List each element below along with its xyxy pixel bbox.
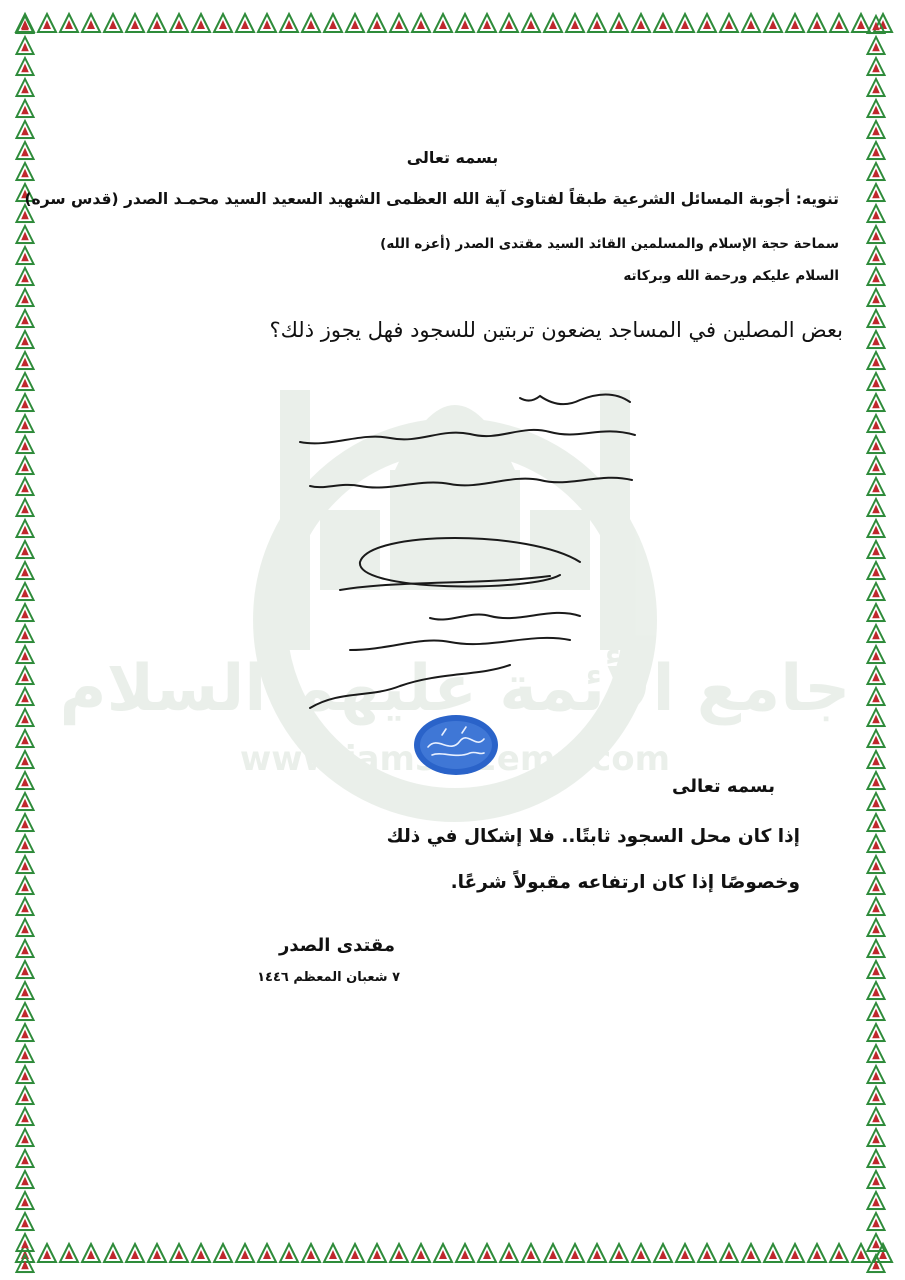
border-ornament-icon	[14, 749, 36, 770]
border-ornament-icon	[80, 1242, 102, 1264]
border-ornament-icon	[14, 455, 36, 476]
border-ornament-icon	[14, 308, 36, 329]
border-ornament-icon	[14, 35, 36, 56]
border-ornament-icon	[168, 12, 190, 34]
answer-line-2: وخصوصًا إذا كان ارتفاعه مقبولاً شرعًا.	[450, 872, 800, 893]
border-ornament-icon	[14, 1022, 36, 1043]
border-ornament-icon	[498, 12, 520, 34]
border-ornament-icon	[300, 1242, 322, 1264]
border-ornament-icon	[14, 539, 36, 560]
border-ornament-icon	[300, 12, 322, 34]
border-ornament-icon	[278, 12, 300, 34]
border-ornament-icon	[865, 917, 887, 938]
border-ornament-icon	[14, 812, 36, 833]
border-ornament-icon	[146, 12, 168, 34]
border-ornament-icon	[14, 413, 36, 434]
border-ornament-icon	[865, 938, 887, 959]
border-ornament-icon	[865, 623, 887, 644]
border-ornament-icon	[14, 1085, 36, 1106]
border-ornament-icon	[14, 770, 36, 791]
border-ornament-icon	[58, 12, 80, 34]
border-ornament-icon	[14, 833, 36, 854]
basmala-heading: بسمه تعالى	[406, 148, 499, 167]
border-ornament-icon	[828, 12, 850, 34]
border-ornament-icon	[865, 581, 887, 602]
border-ornament-icon	[498, 1242, 520, 1264]
border-ornament-icon	[14, 371, 36, 392]
greeting-line: السلام عليكم ورحمة الله وبركاته	[623, 268, 839, 284]
border-ornament-icon	[865, 1232, 887, 1253]
border-ornament-icon	[865, 1001, 887, 1022]
border-ornament-icon	[102, 1242, 124, 1264]
border-ornament-icon	[14, 1169, 36, 1190]
border-ornament-icon	[14, 980, 36, 1001]
border-ornament-icon	[14, 1064, 36, 1085]
border-ornament-icon	[784, 12, 806, 34]
border-bottom	[14, 1242, 891, 1268]
border-right	[865, 14, 891, 1266]
border-ornament-icon	[124, 1242, 146, 1264]
border-ornament-icon	[542, 12, 564, 34]
border-ornament-icon	[865, 245, 887, 266]
border-ornament-icon	[454, 1242, 476, 1264]
border-ornament-icon	[674, 12, 696, 34]
border-ornament-icon	[865, 476, 887, 497]
notice-line: تنويه: أجوبة المسائل الشرعية طبقاً لفتاوى آية الله العظمى الشهيد السعيد السيد محمـد الصدر (قدس سره)	[24, 190, 839, 208]
border-ornament-icon	[865, 959, 887, 980]
border-ornament-icon	[14, 476, 36, 497]
border-ornament-icon	[865, 812, 887, 833]
border-ornament-icon	[256, 1242, 278, 1264]
border-ornament-icon	[718, 12, 740, 34]
border-ornament-icon	[14, 77, 36, 98]
border-ornament-icon	[865, 518, 887, 539]
border-ornament-icon	[476, 1242, 498, 1264]
blue-seal-icon	[412, 713, 500, 777]
border-ornament-icon	[14, 329, 36, 350]
border-ornament-icon	[388, 12, 410, 34]
border-ornament-icon	[564, 12, 586, 34]
border-ornament-icon	[762, 12, 784, 34]
border-ornament-icon	[212, 12, 234, 34]
border-ornament-icon	[14, 686, 36, 707]
signature-date: ٧ شعبان المعظم ١٤٤٦	[257, 970, 400, 985]
border-ornament-icon	[806, 1242, 828, 1264]
border-ornament-icon	[14, 623, 36, 644]
border-ornament-icon	[865, 791, 887, 812]
border-ornament-icon	[865, 1043, 887, 1064]
border-ornament-icon	[454, 12, 476, 34]
border-ornament-icon	[124, 12, 146, 34]
border-ornament-icon	[865, 1022, 887, 1043]
border-ornament-icon	[14, 518, 36, 539]
border-ornament-icon	[14, 497, 36, 518]
border-ornament-icon	[608, 12, 630, 34]
border-ornament-icon	[865, 392, 887, 413]
border-ornament-icon	[865, 1211, 887, 1232]
border-ornament-icon	[14, 1148, 36, 1169]
watermark-text: جامع الأئمة عليهم السلام	[59, 652, 851, 726]
signer-name: مقتدى الصدر	[278, 935, 395, 956]
border-ornament-icon	[718, 1242, 740, 1264]
border-ornament-icon	[652, 12, 674, 34]
border-ornament-icon	[865, 707, 887, 728]
border-ornament-icon	[865, 56, 887, 77]
question-text: بعض المصلين في المساجد يضعون تربتين للسجود فهل يجوز ذلك؟	[269, 318, 843, 342]
border-ornament-icon	[14, 665, 36, 686]
border-ornament-icon	[322, 1242, 344, 1264]
border-ornament-icon	[14, 959, 36, 980]
border-ornament-icon	[14, 875, 36, 896]
border-ornament-icon	[828, 1242, 850, 1264]
border-ornament-icon	[344, 1242, 366, 1264]
border-ornament-icon	[14, 287, 36, 308]
border-ornament-icon	[14, 224, 36, 245]
border-ornament-icon	[865, 770, 887, 791]
border-ornament-icon	[865, 371, 887, 392]
border-ornament-icon	[14, 1127, 36, 1148]
border-ornament-icon	[865, 413, 887, 434]
border-ornament-icon	[696, 1242, 718, 1264]
border-ornament-icon	[542, 1242, 564, 1264]
border-ornament-icon	[14, 581, 36, 602]
border-ornament-icon	[865, 203, 887, 224]
border-ornament-icon	[344, 12, 366, 34]
border-ornament-icon	[865, 287, 887, 308]
border-ornament-icon	[784, 1242, 806, 1264]
border-ornament-icon	[80, 12, 102, 34]
border-ornament-icon	[630, 1242, 652, 1264]
border-ornament-icon	[14, 791, 36, 812]
border-ornament-icon	[14, 560, 36, 581]
border-ornament-icon	[14, 119, 36, 140]
border-ornament-icon	[366, 12, 388, 34]
border-ornament-icon	[865, 896, 887, 917]
border-ornament-icon	[674, 1242, 696, 1264]
border-ornament-icon	[14, 1211, 36, 1232]
border-ornament-icon	[865, 434, 887, 455]
border-ornament-icon	[14, 707, 36, 728]
border-ornament-icon	[14, 602, 36, 623]
border-ornament-icon	[14, 434, 36, 455]
border-ornament-icon	[865, 455, 887, 476]
border-ornament-icon	[865, 119, 887, 140]
border-ornament-icon	[58, 1242, 80, 1264]
border-ornament-icon	[806, 12, 828, 34]
border-ornament-icon	[146, 1242, 168, 1264]
border-ornament-icon	[865, 602, 887, 623]
border-ornament-icon	[168, 1242, 190, 1264]
border-ornament-icon	[14, 1253, 36, 1274]
border-ornament-icon	[865, 1127, 887, 1148]
border-ornament-icon	[865, 1148, 887, 1169]
border-ornament-icon	[520, 12, 542, 34]
border-ornament-icon	[740, 12, 762, 34]
border-ornament-icon	[865, 98, 887, 119]
border-ornament-icon	[865, 854, 887, 875]
border-ornament-icon	[102, 12, 124, 34]
border-ornament-icon	[14, 1001, 36, 1022]
border-ornament-icon	[630, 12, 652, 34]
border-ornament-icon	[865, 539, 887, 560]
handwritten-answer	[280, 380, 640, 720]
border-ornament-icon	[865, 224, 887, 245]
border-ornament-icon	[14, 392, 36, 413]
border-ornament-icon	[865, 833, 887, 854]
border-ornament-icon	[14, 917, 36, 938]
border-ornament-icon	[14, 896, 36, 917]
border-ornament-icon	[865, 1190, 887, 1211]
border-ornament-icon	[865, 686, 887, 707]
border-ornament-icon	[762, 1242, 784, 1264]
border-ornament-icon	[476, 12, 498, 34]
border-ornament-icon	[410, 1242, 432, 1264]
border-ornament-icon	[865, 14, 887, 35]
border-top	[14, 12, 891, 38]
answer-line-1: إذا كان محل السجود ثابتًا.. فلا إشكال في ذلك	[386, 826, 800, 847]
border-ornament-icon	[278, 1242, 300, 1264]
border-ornament-icon	[564, 1242, 586, 1264]
border-ornament-icon	[366, 1242, 388, 1264]
border-ornament-icon	[432, 12, 454, 34]
border-ornament-icon	[432, 1242, 454, 1264]
border-ornament-icon	[865, 266, 887, 287]
border-ornament-icon	[14, 56, 36, 77]
border-ornament-icon	[865, 560, 887, 581]
border-ornament-icon	[865, 1064, 887, 1085]
border-ornament-icon	[865, 308, 887, 329]
border-ornament-icon	[256, 12, 278, 34]
border-ornament-icon	[865, 728, 887, 749]
border-ornament-icon	[520, 1242, 542, 1264]
border-ornament-icon	[865, 875, 887, 896]
border-ornament-icon	[865, 329, 887, 350]
border-ornament-icon	[14, 350, 36, 371]
addressee-line: سماحة حجة الإسلام والمسلمين القائد السيد مقتدى الصدر (أعزه الله)	[380, 236, 839, 252]
answer-basmala: بسمه تعالى	[672, 776, 775, 797]
border-ornament-icon	[14, 1043, 36, 1064]
border-ornament-icon	[865, 644, 887, 665]
border-ornament-icon	[14, 644, 36, 665]
border-ornament-icon	[865, 1085, 887, 1106]
border-ornament-icon	[740, 1242, 762, 1264]
border-ornament-icon	[865, 35, 887, 56]
border-ornament-icon	[14, 245, 36, 266]
border-ornament-icon	[14, 266, 36, 287]
border-ornament-icon	[234, 12, 256, 34]
border-ornament-icon	[14, 14, 36, 35]
border-ornament-icon	[865, 1106, 887, 1127]
border-ornament-icon	[865, 665, 887, 686]
border-ornament-icon	[865, 980, 887, 1001]
border-ornament-icon	[865, 749, 887, 770]
border-ornament-icon	[14, 1106, 36, 1127]
border-ornament-icon	[212, 1242, 234, 1264]
border-ornament-icon	[865, 182, 887, 203]
border-ornament-icon	[234, 1242, 256, 1264]
border-ornament-icon	[652, 1242, 674, 1264]
border-ornament-icon	[14, 1232, 36, 1253]
border-ornament-icon	[322, 12, 344, 34]
border-ornament-icon	[865, 1169, 887, 1190]
border-ornament-icon	[14, 1190, 36, 1211]
border-ornament-icon	[865, 1253, 887, 1274]
border-ornament-icon	[865, 350, 887, 371]
border-ornament-icon	[865, 497, 887, 518]
border-ornament-icon	[14, 728, 36, 749]
border-ornament-icon	[14, 854, 36, 875]
border-ornament-icon	[14, 938, 36, 959]
border-ornament-icon	[190, 1242, 212, 1264]
border-ornament-icon	[14, 98, 36, 119]
border-ornament-icon	[410, 12, 432, 34]
border-ornament-icon	[608, 1242, 630, 1264]
border-ornament-icon	[586, 12, 608, 34]
border-ornament-icon	[865, 77, 887, 98]
border-ornament-icon	[388, 1242, 410, 1264]
border-ornament-icon	[696, 12, 718, 34]
border-ornament-icon	[586, 1242, 608, 1264]
border-ornament-icon	[190, 12, 212, 34]
